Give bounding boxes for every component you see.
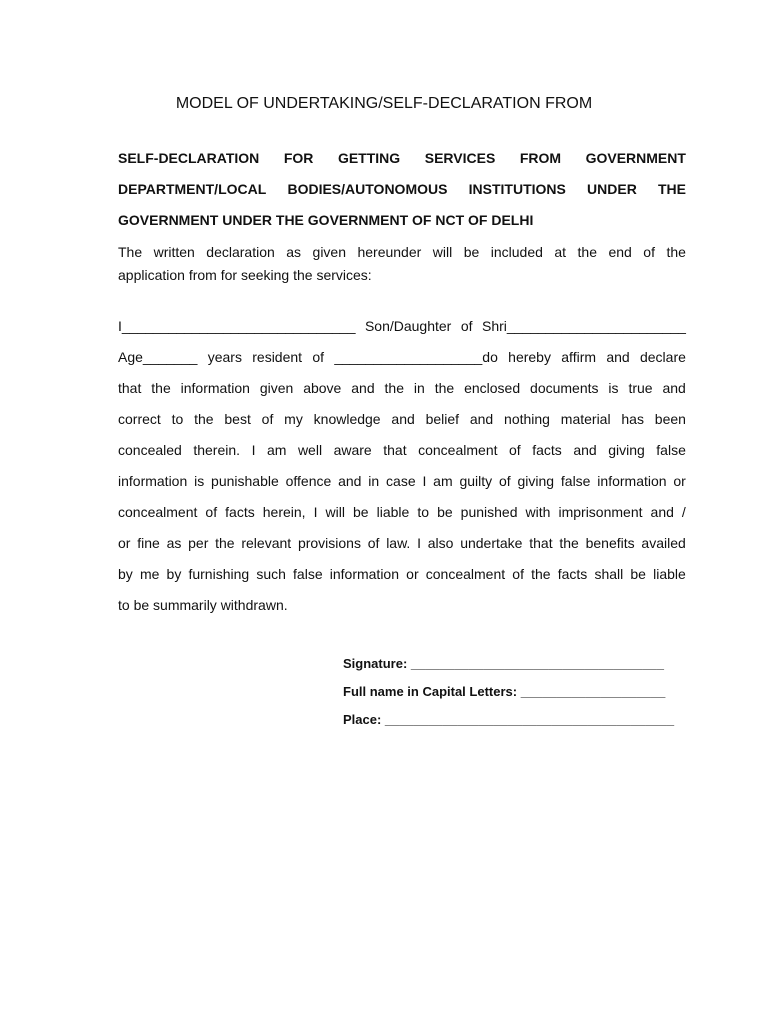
word: as	[166, 535, 182, 551]
word: SERVICES	[424, 150, 496, 166]
word: facts	[225, 504, 255, 520]
word: therein.	[193, 442, 241, 458]
word: my	[284, 411, 303, 427]
line-text: to be summarily withdrawn.	[118, 597, 288, 613]
word: am	[433, 473, 453, 489]
word: documents	[530, 380, 599, 396]
word: imprisonment	[558, 504, 643, 520]
word: INSTITUTIONS	[468, 181, 566, 197]
word: THE	[657, 181, 686, 197]
word: of	[205, 504, 218, 520]
word: I	[313, 504, 318, 520]
word: DEPARTMENT/LOCAL	[118, 181, 267, 197]
word: am	[266, 442, 287, 458]
word: of	[643, 244, 655, 260]
word: affirm	[561, 349, 597, 365]
word: the	[531, 566, 551, 582]
declaration-line	[118, 466, 686, 497]
word: been	[654, 411, 686, 427]
subheading-line	[118, 178, 686, 209]
word: material	[560, 411, 611, 427]
word: and	[338, 473, 362, 489]
word: the	[151, 380, 171, 396]
word: of	[512, 566, 524, 582]
word: me	[139, 566, 160, 582]
word: belief	[425, 411, 460, 427]
word: declaration	[206, 244, 275, 260]
word: included	[490, 244, 543, 260]
word: fine	[137, 535, 160, 551]
subheading-line	[118, 147, 686, 178]
place-field[interactable]: Place: ________________________________________	[343, 712, 675, 727]
word: concealment	[118, 504, 198, 520]
word: guilty	[459, 473, 493, 489]
word: such	[256, 566, 286, 582]
word: FOR	[283, 150, 314, 166]
word: concealment	[425, 566, 506, 582]
signature-field[interactable]: Signature: ___________________________________	[343, 656, 664, 671]
word: be	[630, 566, 646, 582]
word: resident	[252, 349, 303, 365]
word: liable	[376, 504, 410, 520]
document-title: MODEL OF UNDERTAKING/SELF-DECLARATION FROM	[175, 95, 593, 112]
word: The	[118, 244, 143, 260]
word: ___________________do	[334, 349, 498, 365]
word: that	[529, 535, 553, 551]
word: law.	[386, 535, 411, 551]
word: knowledge	[313, 411, 381, 427]
word: information	[329, 566, 400, 582]
word: availed	[641, 535, 686, 551]
word: undertake	[460, 535, 523, 551]
word: false	[656, 442, 686, 458]
word: and	[469, 411, 494, 427]
word: is	[608, 380, 619, 396]
declaration-line	[118, 497, 686, 528]
word: that	[118, 380, 142, 396]
word: by	[166, 566, 182, 582]
word: the	[434, 380, 455, 396]
word: above	[303, 380, 342, 396]
word: and	[391, 411, 415, 427]
word: and	[650, 504, 674, 520]
word: aware	[333, 442, 372, 458]
word: of	[498, 473, 511, 489]
word: in	[413, 380, 425, 396]
word: the	[384, 380, 404, 396]
word: will	[432, 244, 453, 260]
word: the	[577, 244, 597, 260]
intro-paragraph	[118, 241, 686, 287]
word: to	[417, 504, 430, 520]
declaration-line	[118, 528, 686, 559]
word: /	[681, 504, 686, 520]
word: in	[368, 473, 380, 489]
declaration-line	[118, 435, 686, 466]
word: will	[325, 504, 345, 520]
word: punishable	[211, 473, 279, 489]
word: and	[573, 442, 597, 458]
word: hereunder	[357, 244, 422, 260]
word: at	[554, 244, 567, 260]
word: of	[460, 318, 473, 334]
word: true	[628, 380, 653, 396]
word: as	[286, 244, 302, 260]
word: of	[509, 442, 521, 458]
declaration-line	[118, 373, 686, 404]
word: or	[118, 535, 131, 551]
declaration-paragraph	[118, 311, 686, 621]
word: I	[251, 442, 256, 458]
word: relevant	[241, 535, 292, 551]
word: best	[224, 411, 251, 427]
word: benefits	[585, 535, 635, 551]
word: giving	[517, 473, 555, 489]
word: GETTING	[337, 150, 401, 166]
word: facts	[557, 566, 588, 582]
word: UNDER	[587, 181, 637, 197]
word: years	[207, 349, 242, 365]
word: Shri_______________________	[481, 318, 686, 334]
word: case	[386, 473, 416, 489]
word: of	[261, 411, 274, 427]
word: liable	[653, 566, 686, 582]
word: end	[608, 244, 632, 260]
subheading	[118, 147, 686, 240]
word: furnishing	[188, 566, 250, 582]
word: of	[367, 535, 380, 551]
word: I______________________________	[118, 318, 356, 334]
word: is	[194, 473, 205, 489]
subheading-line	[118, 209, 686, 240]
word: well	[297, 442, 323, 458]
word: provisions	[297, 535, 361, 551]
word: giving	[608, 442, 645, 458]
word: of	[312, 349, 325, 365]
word: false	[560, 473, 591, 489]
word: be	[463, 244, 480, 260]
word: has	[621, 411, 644, 427]
word: be	[353, 504, 369, 520]
word: I	[422, 473, 427, 489]
word: concealed	[118, 442, 182, 458]
word: the	[666, 244, 686, 260]
word: BODIES/AUTONOMOUS	[287, 181, 448, 197]
intro-line	[118, 264, 686, 287]
word: that	[383, 442, 407, 458]
word: information	[180, 380, 250, 396]
word: per	[188, 535, 209, 551]
word: declare	[639, 349, 686, 365]
word: I	[417, 535, 421, 551]
word: hereby	[508, 349, 551, 365]
word: given	[312, 244, 346, 260]
word: punished	[460, 504, 518, 520]
word: and	[351, 380, 375, 396]
word: nothing	[504, 411, 550, 427]
word: or	[673, 473, 686, 489]
declaration-line	[118, 559, 686, 590]
declaration-line	[118, 404, 686, 435]
word: offence	[285, 473, 332, 489]
word: concealment	[418, 442, 498, 458]
word: by	[118, 566, 133, 582]
word: be	[437, 504, 453, 520]
word: Son/Daughter	[364, 318, 452, 334]
line-text: GOVERNMENT UNDER THE GOVERNMENT OF NCT OF DELHI	[118, 212, 534, 228]
word: enclosed	[464, 380, 521, 396]
word: Age_______	[118, 349, 198, 365]
word: with	[525, 504, 551, 520]
word: the	[215, 535, 235, 551]
declaration-line	[118, 311, 686, 342]
word: information	[118, 473, 188, 489]
word: GOVERNMENT	[585, 150, 686, 166]
word: written	[153, 244, 195, 260]
declaration-line	[118, 590, 686, 621]
word: shall	[594, 566, 624, 582]
word: correct	[118, 411, 161, 427]
word: or	[406, 566, 419, 582]
intro-line	[118, 241, 686, 264]
declaration-line	[118, 342, 686, 373]
word: facts	[532, 442, 562, 458]
word: the	[194, 411, 214, 427]
word: and	[606, 349, 630, 365]
word: to	[171, 411, 184, 427]
word: SELF-DECLARATION	[118, 150, 260, 166]
word: given	[259, 380, 294, 396]
word: herein,	[262, 504, 306, 520]
word: and	[662, 380, 686, 396]
line-text: application from for seeking the services:	[118, 267, 372, 283]
word: FROM	[519, 150, 562, 166]
signature-block	[343, 650, 683, 734]
word: false	[293, 566, 323, 582]
word: information	[597, 473, 667, 489]
word: the	[559, 535, 579, 551]
word: also	[427, 535, 454, 551]
full-name-field[interactable]: Full name in Capital Letters: ____________________	[343, 684, 666, 699]
